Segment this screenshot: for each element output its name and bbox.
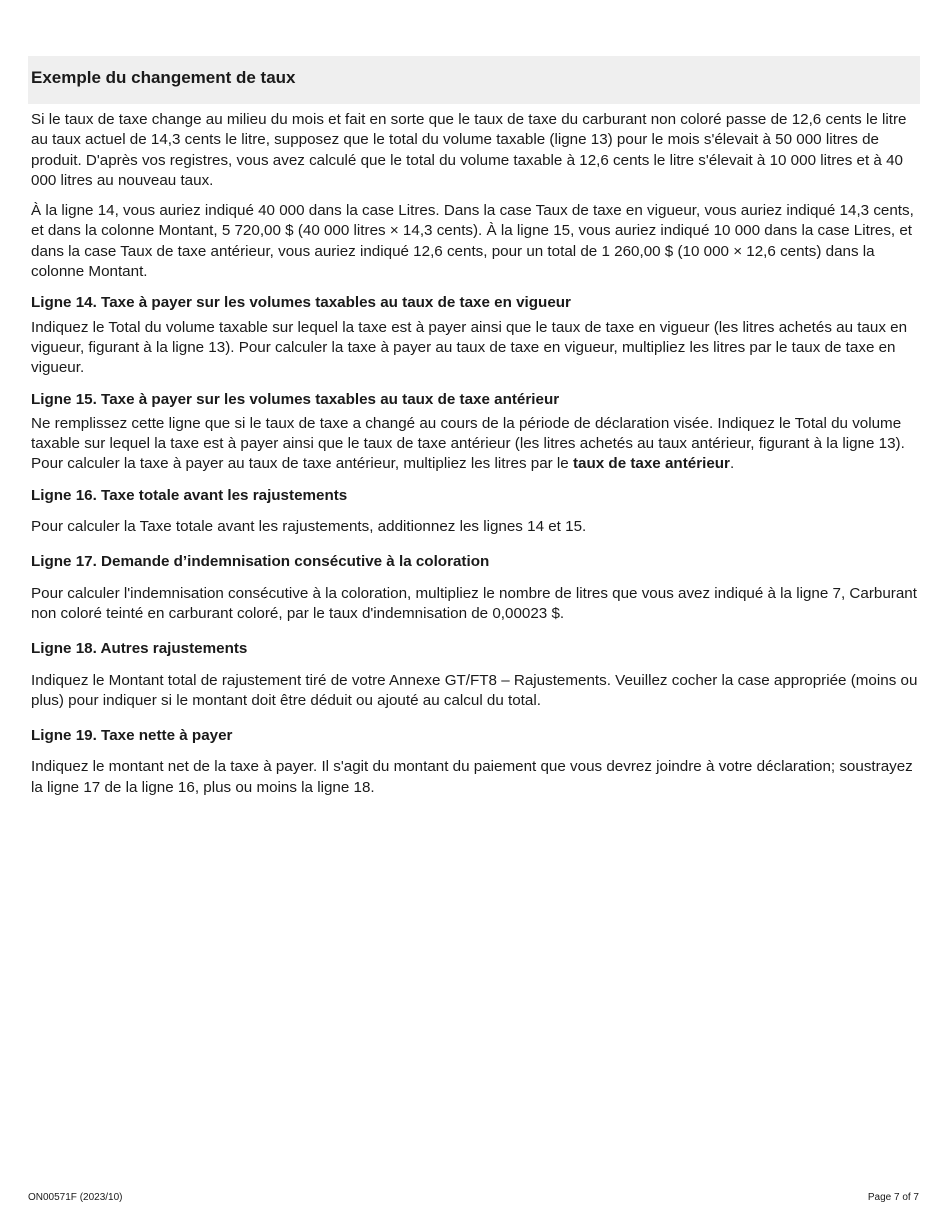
line-16-heading: Ligne 16. Taxe totale avant les rajustements <box>31 486 348 504</box>
line-15-text-end: . <box>729 455 735 473</box>
line-18-text: Indiquez le Montant total de rajustement tiré de votre Annexe GT/FT8 – Rajustements. Veuillez cocher la case appropriée (moins ou plus) pour indiquer si le montant doit être déduit ou ajouté au calcul du total. <box>31 671 918 709</box>
line-17-text: Pour calculer l'indemnisation consécutive à la coloration, multipliez le nombre de litres que vous avez indiqué à la ligne 7, Carburant non coloré teinté en carburant coloré, par le taux d'indemnisation de 0,00023 $. <box>31 584 917 622</box>
document-body <box>31 110 921 798</box>
line-15-text-main: Ne remplissez cette ligne que si le taux de taxe a changé au cours de la période de déclaration visée. Indiquez le Total du volume taxable sur lequel la taxe est à payer ainsi que le taux de taxe antérieur (les litres achetés au taux antérieur, figurant à la ligne 13). Pour calculer la taxe à payer au taux de taxe antérieur, multipliez les litres par le <box>31 414 905 473</box>
line-14-heading: Ligne 14. Taxe à payer sur les volumes taxables au taux de taxe en vigueur <box>31 294 571 312</box>
line-16-text: Pour calculer la Taxe totale avant les rajustements, additionnez les lignes 14 et 15. <box>31 518 587 536</box>
example-paragraph-2: À la ligne 14, vous auriez indiqué 40 000 dans la case Litres. Dans la case Taux de taxe en vigueur, vous auriez indiqué 14,3 cents, et dans la colonne Montant, 5 720,00 $ (40 000 litres × 14,3 cents). À la ligne 15, vous auriez indiqué 10 000 dans la case Litres, et dans la case Taux de taxe antérieur, vous auriez indiqué 12,6 cents, pour un total de 1 260,00 $ (10 000 × 12,6 cents) dans la colonne Montant. <box>31 202 914 281</box>
line-15-text <box>31 414 921 475</box>
line-19-text: Indiquez le montant net de la taxe à payer. Il s'agit du montant du paiement que vous devrez joindre à votre déclaration; soustrayez la ligne 17 de la ligne 16, plus ou moins la ligne 18. <box>31 758 913 796</box>
line-15-heading: Ligne 15. Taxe à payer sur les volumes taxables au taux de taxe antérieur <box>31 390 560 408</box>
example-paragraph-1: Si le taux de taxe change au milieu du mois et fait en sorte que le taux de taxe du carburant non coloré passe de 12,6 cents le litre au taux actuel de 14,3 cents le litre, supposez que le total du volume taxable (ligne 13) pour le mois s'élevait à 50 000 litres de produit. D'après vos registres, vous avez calculé que le total du volume taxable à 12,6 cents le litre s'élevait à 10 000 litres et à 40 000 litres au nouveau taux. <box>31 111 907 189</box>
line-19-heading: Ligne 19. Taxe nette à payer <box>31 727 233 745</box>
form-code: ON00571F (2023/10) <box>28 1192 123 1203</box>
line-14-text: Indiquez le Total du volume taxable sur lequel la taxe est à payer ainsi que le taux de taxe en vigueur (les litres achetés au taux en vigueur, figurant à la ligne 13). Pour calculer la taxe à payer au taux de taxe en vigueur, multipliez les litres par le taux de taxe en vigueur. <box>31 318 908 377</box>
line-18-heading: Ligne 18. Autres rajustements <box>31 640 248 658</box>
page-number: Page 7 of 7 <box>867 1192 919 1203</box>
section-heading: Exemple du changement de taux <box>28 56 920 104</box>
line-17-heading: Ligne 17. Demande d’indemnisation consécutive à la coloration <box>31 553 490 571</box>
line-15-text-bold: taux de taxe antérieur <box>572 455 730 473</box>
